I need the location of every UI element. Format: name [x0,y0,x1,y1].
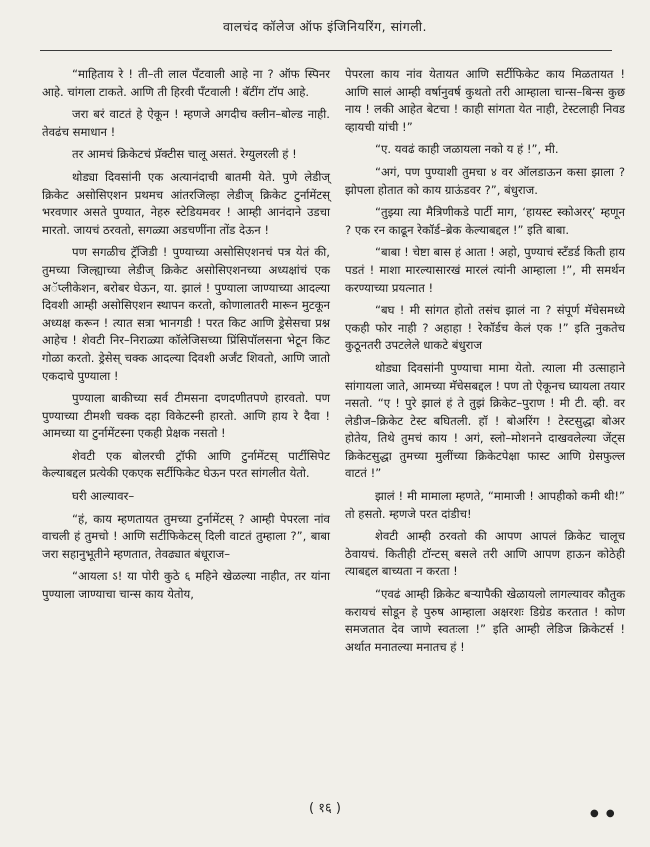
end-mark: ● ● [590,808,617,819]
header-rule [40,50,612,51]
paragraph: जरा बरं वाटतं हे ऐकून ! म्हणजे अगदीच क्लीन–बोल्ड नाही. तेवढंच समाधान ! [42,107,330,139]
paragraph: घरी आल्यावर– [72,489,135,504]
paragraph: “ए. यवढं काही जळायला नको य हं !”, मी. [375,142,559,157]
paragraph: झालं ! मी मामाला म्हणते, “मामाजी ! आपहीको कमी थी!” तो हसतो. म्हणजे परत दांडीच! [345,489,625,521]
paragraph: पेपरला काय नांव येतायत आणि सर्टीफिकेट काय मिळतायत ! आणि सालं आम्ही वर्षानुवर्ष कुथतो तरी आम्हाला चान्स–बिन्स कुछ नाय ! लकी आहेत बेटचा ! काही सांगता येत नाही, टेस्टलाही निवड व्हायची यांची !” [345,67,625,134]
paragraph: थोड्या दिवसांनी एक अत्यानंदाची बातमी येते. पुणे लेडीज् क्रिकेट असोसिएशन प्रथमच आंतरजिल्हा लेडीज् क्रिकेट टुर्नामेंटस् भरवणार असते पुण्यात, नेहरु स्टेडियमवर ! आम्ही आनंदाने उडचा मारतो. जायचं ठरवतो, सगळ्या अडचणींना तोंड देऊन ! [42,169,330,237]
paragraph: शेवटी एक बोलरची ट्रॉफी आणि टुर्नामेंटस् पार्टीसिपेट केल्याबद्दल प्रत्येकी एकएक सर्टीफिकेट घेऊन परत सांगलीत येतो. [42,448,330,481]
page-number: ( १६ ) [309,801,341,816]
paragraph: “आयला ऽ! या पोरी कुठे ६ महिने खेळल्या नाहीत, तर यांना पुण्याला जाण्याचा चान्स काय येतोय, [42,569,330,602]
paragraph: तर आमचं क्रिकेटचं प्रॅक्टीस चालू असतं. रेग्युलरली हं ! [72,147,297,162]
page-header: वालचंद कॉलेज ऑफ इंजिनियरिंग, सांगली. [223,19,427,34]
paragraph: पुण्याला बाकीच्या सर्व टीमसना दणदणीतपणे हारवतो. पण पुण्याच्या टीमशी चक्क दहा विकेटस्नी हारतो. आणि हाय रे दैवा ! आमच्या या टुर्नामेंटस्ना एकही प्रेक्षक नसतो ! [42,391,330,441]
paragraph: “हं, काय म्हणतायत तुमच्या टुर्नामेंटस् ? आम्ही पेपरला नांव वाचली हं तुमचो ! आणि सर्टीफिकेटस् दिली वाटतं तुम्हाला ?”, बाबा जरा सहानुभूतीने म्हणतात, तेवढ्यात बंधूराज– [42,511,330,561]
paragraph: “माहिताय रे ! ती–ती लाल पँटवाली आहे ना ? ऑफ स्पिनर आहे. चांगला टाकते. आणि ती हिरवी पँटवाली ! बॅटींग टॉप आहे. [42,67,330,99]
paragraph: थोड्या दिवसांनी पुण्याचा मामा येतो. त्याला मी उत्साहाने सांगायला जाते, आमच्या मॅचेसबद्दल ! पण तो ऐकूनच घ्यायला तयार नसतो. “ए ! पुरे झालं हं ते तुझं क्रिकेट–पुराण ! मी टी. व्ही. वर लेडीज–क्रिकेट टेस्ट बघितली. हॉ ! बोअरिंग ! टेस्टसुद्धा बोअर होतेय, तिथे तुमचं काय ! अगं, स्लो–मोशनने दाखवलेल्या जेंट्स क्रिकेटसुद्धा तुमच्या मुलींच्या क्रिकेटपेक्षा फास्ट आणि ग्रेसफुल्ल वाटतं !” [345,360,625,481]
paragraph: “एवढं आम्ही क्रिकेट बऱ्यापैकी खेळायलो लागल्यावर कौतुक करायचं सोडून हे पुरुष आम्हाला अक्षरशः डिग्रेड करतात ! कोण समजतात देव जाणे स्वतःला !” इति आम्ही लेडिज क्रिकेटर्स ! अर्थात मनातल्या मनातच हं ! [345,587,625,654]
right-column [345,66,625,661]
paragraph: “बघ ! मी सांगत होतो तसंच झालं ना ? संपूर्ण मॅचेसमध्ये एकही फोर नाही ? अहाहा ! रेकॉर्डच केलं एक !” इति नुकतेच कुठूनतरी उपटलेले धाकटे बंधुराज [345,303,625,353]
paragraph: “अगं, पण पुण्याशी तुमचा ४ वर ऑलडाऊन कसा झाला ? झोपला होतात को काय ग्राऊंडवर ?”, बंधुराज. [345,164,625,197]
left-column [42,66,330,609]
paragraph: “बाबा ! चेष्टा बास हं आता ! अहो, पुण्याचं स्टॅंडर्ड किती हाय पडतं ! माशा मारल्यासारखं मारलं त्यांनी आम्हाला !”, मी समर्थन करण्याच्या प्रयत्नात ! [345,245,625,295]
paragraph: “तुझ्या त्या मैत्रिणीकडे पार्टी माग, ‘हायस्ट स्कोअरर्’ म्हणून ? एक रन काढून रेकॉर्ड–ब्रेक केल्याबद्दल !” इति बाबा. [345,205,625,237]
paragraph: पण सगळीच ट्रॅजिडी ! पुण्याच्या असोसिएशनचं पत्र येतं की, तुमच्या जिल्ह्याच्या लेडीज् क्रिकेट असोसिएशनच्या अध्यक्षांचं एक अॅप्लीकेशन, बरोबर घेऊन, या. झालं ! पुण्याला जाण्याच्या आदल्या दिवशी आम्ही असोसिएशन स्थापन करतो, कोणालातरी मारून मुटकून अध्यक्ष करून ! त्यात सत्रा भानगडी ! परत किट आणि ड्रेसेसचा प्रश्न आहेच ! शेवटी निर–निराळ्या कॉलेजिसच्या प्रिंसिपॉलसना भेटून किट गोळा करतो. ड्रेसेस् चक्क आदल्या दिवशी अर्जंट शिवतो, आणि जातो एकदाचे पुण्याला ! [42,245,330,383]
paragraph: शेवटी आम्ही ठरवतो की आपण आपलं क्रिकेट चालूच ठेवायचं. कितीही टॉन्टस् बसले तरी आणि आपण हाऊन कोठेही त्याबद्दल बाच्यता न करता ! [345,529,625,579]
